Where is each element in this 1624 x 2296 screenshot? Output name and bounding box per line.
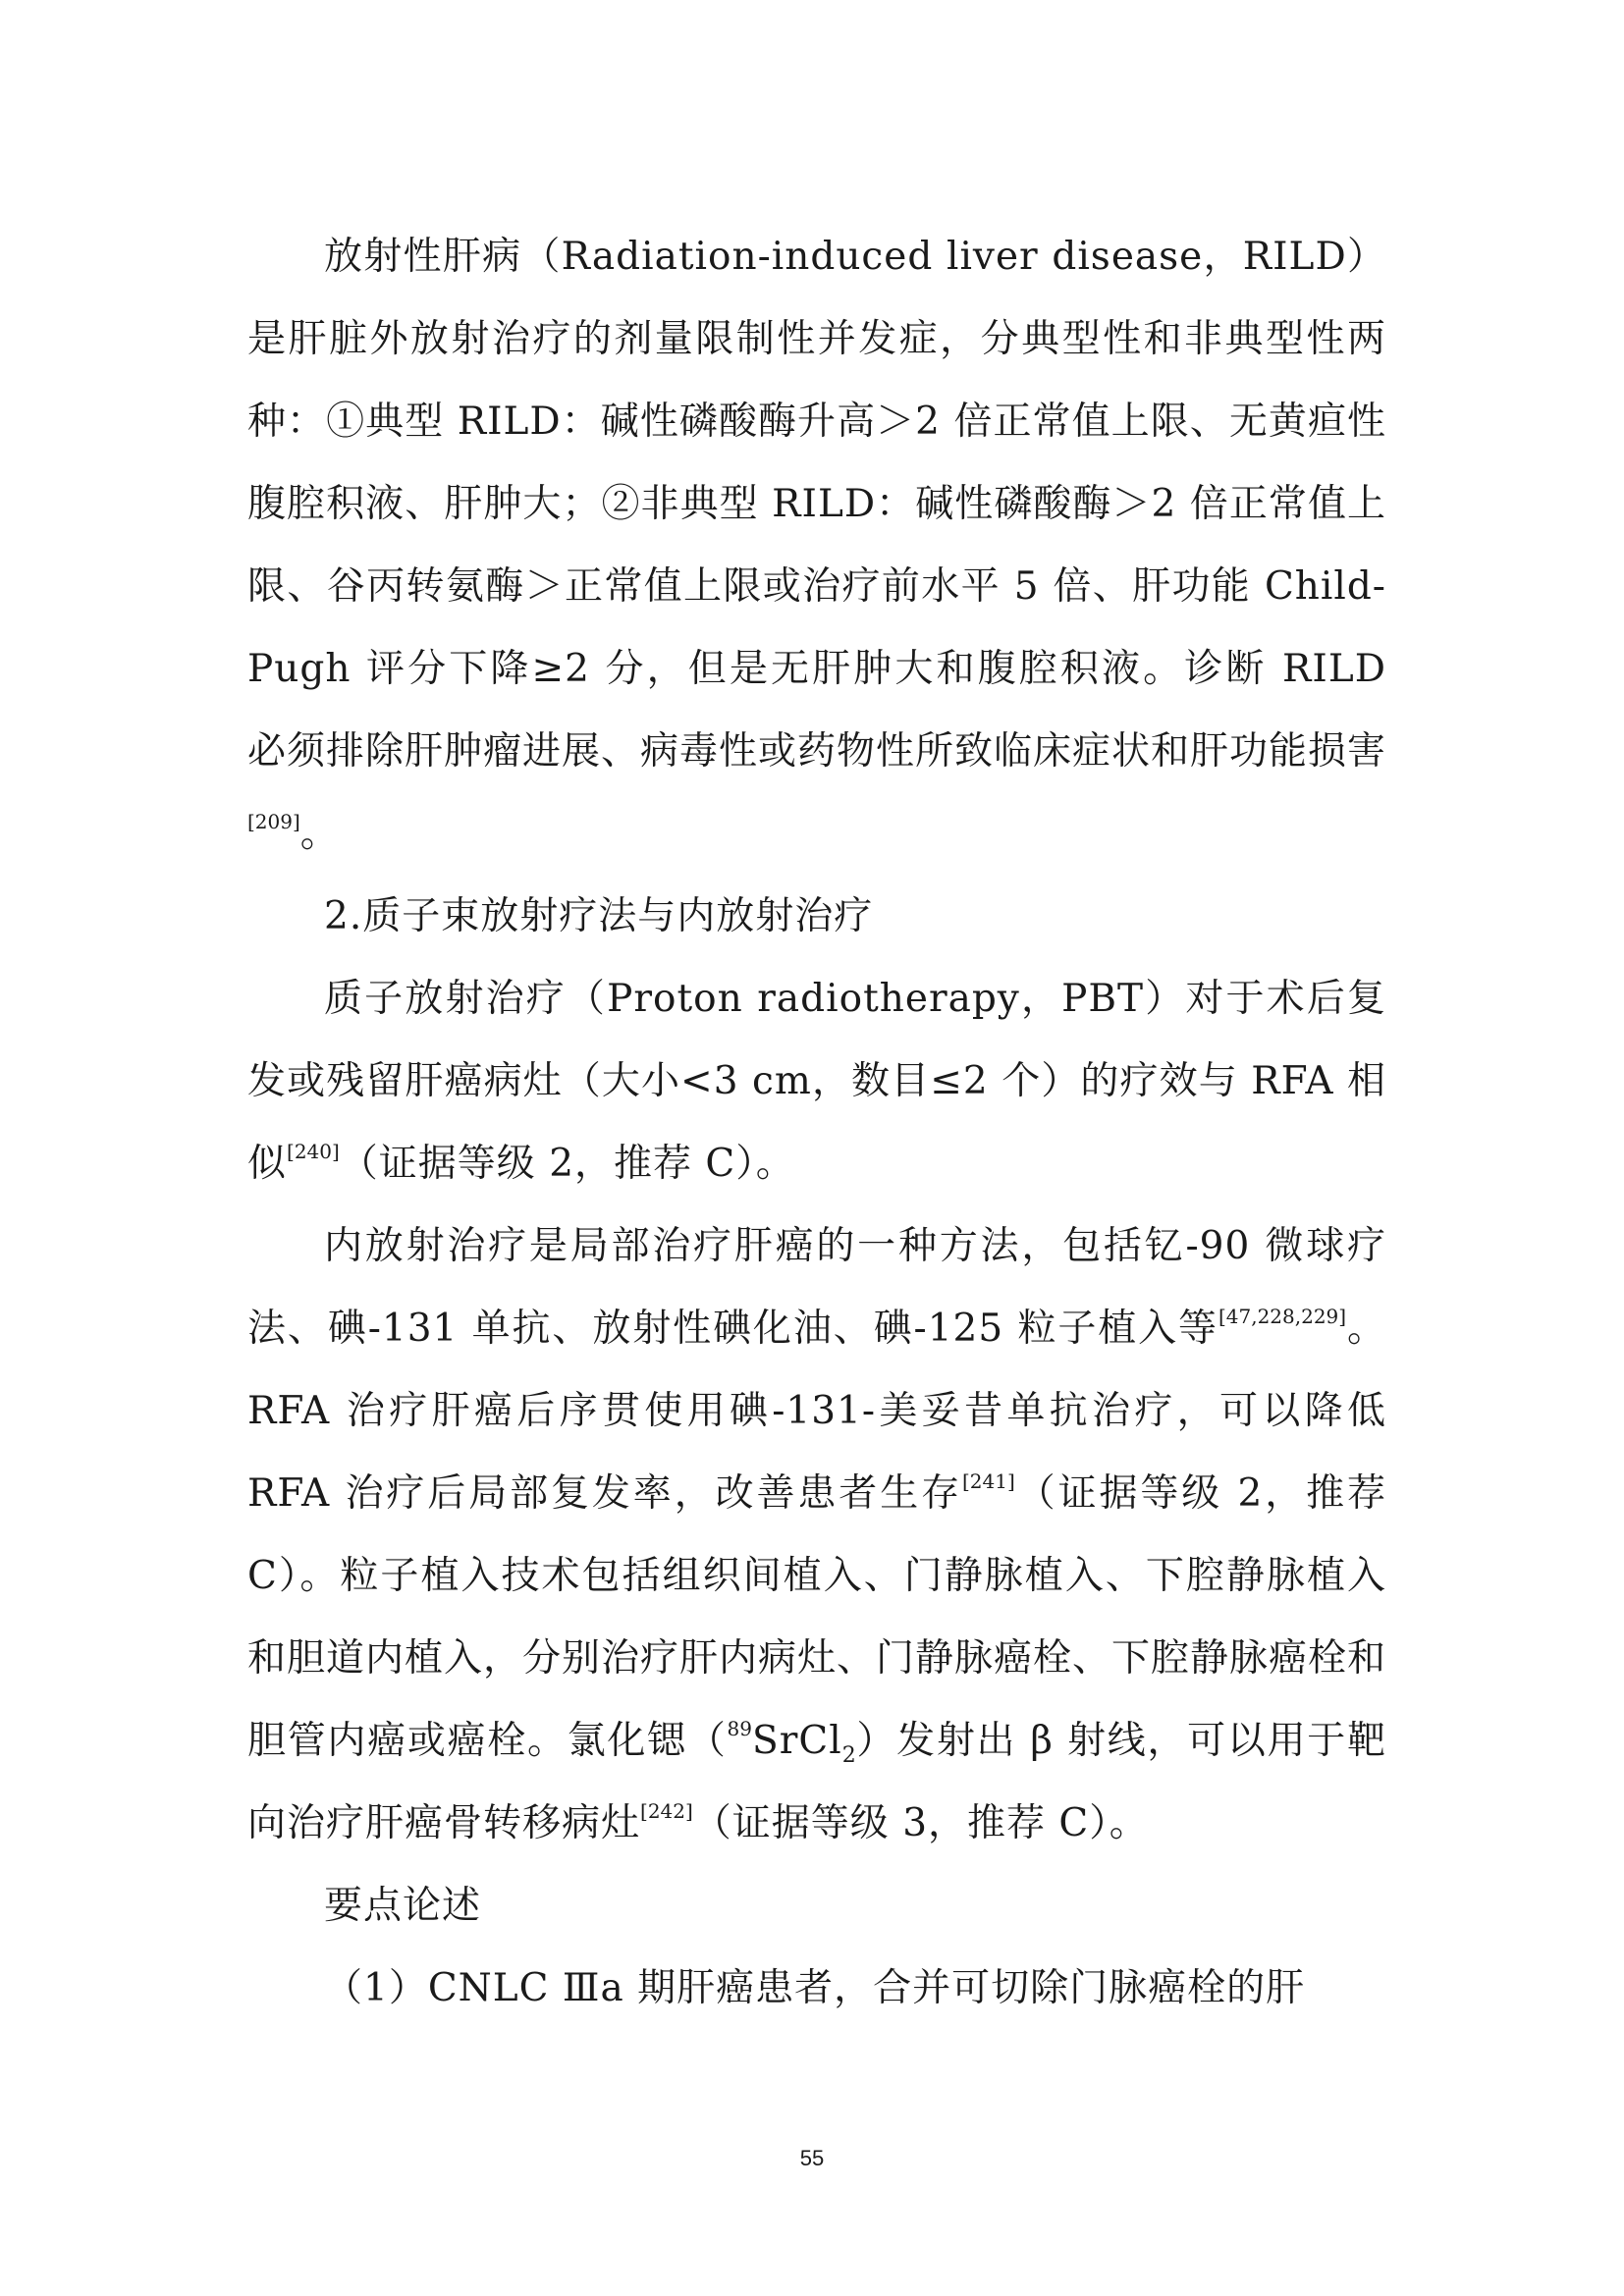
paragraph-internal-radiation [247, 1205, 1386, 1865]
paragraph-internal-d: ）发射出 β 射线，可以用于靶向治疗肝癌骨转移病灶 [247, 1719, 1386, 1845]
section-heading-key-points: 要点论述 [324, 1884, 482, 1928]
citation-47-228-229: [47,228,229] [1218, 1305, 1347, 1328]
chemical-formula: SrCl [752, 1719, 842, 1763]
paragraph-proton-tail: （证据等级 2，推荐 C）。 [339, 1142, 795, 1186]
paragraph-rild-tail: 。 [299, 812, 340, 856]
citation-209: [209] [247, 810, 300, 833]
page-number: 55 [799, 2146, 825, 2170]
body-text [247, 216, 1386, 2030]
paragraph-proton-text: 质子放射治疗（Proton radiotherapy，PBT）对于术后复发或残留肝癌病灶（大小<3 cm，数目≤2 个）的疗效与 RFA 相似 [247, 977, 1386, 1186]
paragraph-internal-a: 内放射治疗是局部治疗肝癌的一种方法，包括钇-90 微球疗法、碘-131 单抗、放射性碘化油、碘-125 粒子植入等 [247, 1224, 1386, 1351]
isotope-mass-number: 89 [727, 1717, 752, 1740]
citation-240: [240] [287, 1140, 340, 1163]
paragraph-internal-c: （证据等级 2，推荐 C）。粒子植入技术包括组织间植入、门静脉植入、下腔静脉植入和胆道内植入，分别治疗肝内病灶、门静脉癌栓、下腔静脉癌栓和胆管内癌或癌栓。氯化锶（ [247, 1471, 1387, 1763]
citation-242: [242] [640, 1799, 693, 1823]
paragraph-key-point-1: （1）CNLC Ⅲa 期肝癌患者，合并可切除门脉癌栓的肝 [324, 1966, 1306, 2010]
chemical-subscript: 2 [841, 1742, 856, 1768]
paragraph-internal-b: 。RFA 治疗肝癌后序贯使用碘-131-美妥昔单抗治疗，可以降低 RFA 治疗后局部复发率，改善患者生存 [247, 1307, 1386, 1516]
paragraph-rild-text: 放射性肝病（Radiation-induced liver disease，RILD）是肝脏外放射治疗的剂量限制性并发症，分典型性和非典型性两种：①典型 RILD：碱性磷酸酶升高＞2 倍正常值上限、无黄疸性腹腔积液、肝肿大；②非典型 RILD：碱性磷酸酶＞2 倍正常值上限、谷丙转氨酶＞正常值上限或治疗前水平 5 倍、肝功能 Child-Pugh 评分下降≥2 分，但是无肝肿大和腹腔积液。诊断 RILD 必须排除肝肿瘤进展、病毒性或药物性所致临床症状和肝功能损害 [247, 235, 1387, 774]
paragraph-rild [247, 216, 1386, 876]
citation-241: [241] [962, 1469, 1015, 1493]
section-heading-proton: 2.质子束放射疗法与内放射治疗 [324, 894, 874, 938]
paragraph-internal-e: （证据等级 3，推荐 C）。 [692, 1801, 1149, 1845]
paragraph-proton [247, 958, 1386, 1205]
